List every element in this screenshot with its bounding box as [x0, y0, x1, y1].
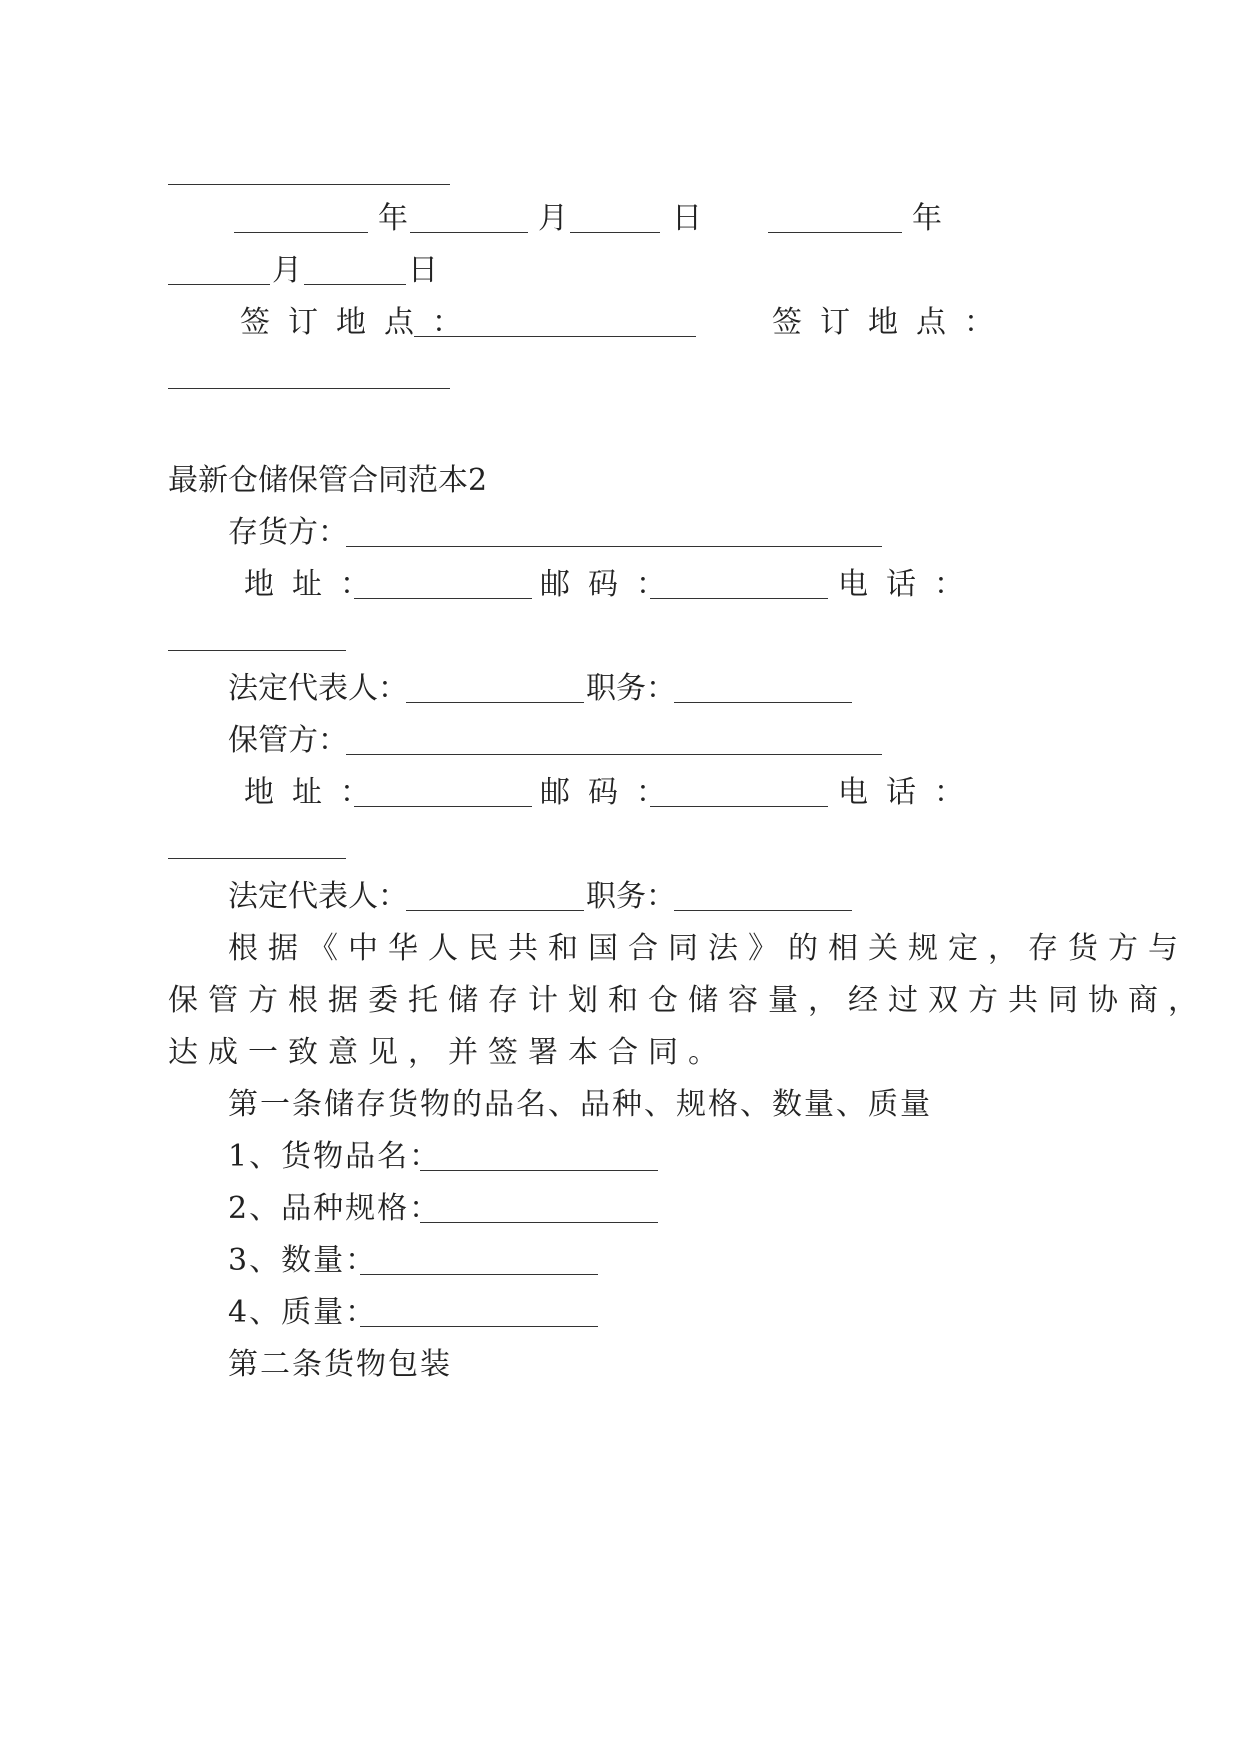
- day-label: 日: [408, 253, 438, 288]
- continuation-line: [0, 146, 1241, 196]
- keeper-line: [0, 716, 1241, 766]
- depositor-contact-line-cont: [0, 612, 1241, 662]
- quality-label: 4、质量：: [228, 1295, 378, 1330]
- blank-field: [674, 702, 852, 703]
- year-label: 年: [912, 201, 942, 236]
- preamble-line: [0, 976, 1241, 1026]
- address-label: 地址：: [244, 775, 388, 810]
- blank-field: [346, 546, 882, 547]
- rep-label: 法定代表人：: [228, 879, 408, 914]
- month-label: 月: [538, 201, 568, 236]
- article-item-line: [0, 1184, 1241, 1234]
- blank-field: [168, 650, 346, 651]
- blank-field: [168, 388, 450, 389]
- preamble-line: [0, 1028, 1241, 1078]
- blank-field: [420, 1170, 658, 1171]
- article-2-title: 第二条货物包装: [228, 1347, 452, 1382]
- blank-day: [570, 232, 660, 233]
- signing-place-line: [0, 298, 1241, 348]
- day-label: 日: [672, 201, 702, 236]
- postcode-label: 邮码：: [540, 567, 684, 602]
- article-item-line: [0, 1236, 1241, 1286]
- rep-label: 法定代表人：: [228, 671, 408, 706]
- blank-field: [406, 702, 584, 703]
- preamble-text: 根据《中华人民共和国合同法》的相关规定，存货方与: [228, 931, 1188, 966]
- blank-field: [360, 1326, 598, 1327]
- blank-field: [406, 910, 584, 911]
- blank-field: [354, 598, 532, 599]
- depositor-contact-line: [0, 560, 1241, 610]
- position-label: 职务：: [586, 671, 676, 706]
- blank-field: [674, 910, 852, 911]
- article-title-line: [0, 1340, 1241, 1390]
- position-label: 职务：: [586, 879, 676, 914]
- keeper-contact-line: [0, 768, 1241, 818]
- address-label: 地址：: [244, 567, 388, 602]
- blank-field: [650, 598, 828, 599]
- section-title-line: [0, 456, 1241, 506]
- article-1-title: 第一条储存货物的品名、品种、规格、数量、质量: [228, 1087, 932, 1122]
- signing-place-line-cont: [0, 350, 1241, 400]
- variety-spec-label: 2、品种规格：: [228, 1191, 442, 1226]
- section-title: 最新仓储保管合同范本2: [168, 463, 488, 498]
- depositor-line: [0, 508, 1241, 558]
- goods-name-label: 1、货物品名：: [228, 1139, 442, 1174]
- phone-label: 电话：: [838, 567, 982, 602]
- article-item-line: [0, 1132, 1241, 1182]
- month-label: 月: [272, 253, 302, 288]
- blank-year: [234, 232, 368, 233]
- depositor-label: 存货方：: [228, 515, 348, 550]
- blank-field: [414, 336, 696, 337]
- blank-field: [650, 806, 828, 807]
- year-label: 年: [378, 201, 408, 236]
- sign-place-label: 签订地点：: [240, 305, 480, 340]
- preamble-line: [0, 924, 1241, 974]
- quantity-label: 3、数量：: [228, 1243, 378, 1278]
- sign-place-label: 签订地点：: [772, 305, 1012, 340]
- blank-field: [420, 1222, 658, 1223]
- blank-field: [354, 806, 532, 807]
- preamble-text: 保管方根据委托储存计划和仓储容量，经过双方共同协商，: [168, 983, 1208, 1018]
- signing-date-line-cont: [0, 246, 1241, 296]
- blank-field: [346, 754, 882, 755]
- blank-month: [410, 232, 528, 233]
- blank-year: [768, 232, 902, 233]
- postcode-label: 邮码：: [540, 775, 684, 810]
- article-title-line: [0, 1080, 1241, 1130]
- blank-field: [168, 184, 450, 185]
- preamble-text: 达成一致意见，并签署本合同。: [168, 1035, 728, 1070]
- keeper-contact-line-cont: [0, 820, 1241, 870]
- blank-day: [304, 284, 406, 285]
- depositor-rep-line: [0, 664, 1241, 714]
- blank-month: [168, 284, 270, 285]
- blank-field: [168, 858, 346, 859]
- keeper-rep-line: [0, 872, 1241, 922]
- signing-date-line: [0, 194, 1241, 244]
- blank-field: [360, 1274, 598, 1275]
- phone-label: 电话：: [838, 775, 982, 810]
- article-item-line: [0, 1288, 1241, 1338]
- keeper-label: 保管方：: [228, 723, 348, 758]
